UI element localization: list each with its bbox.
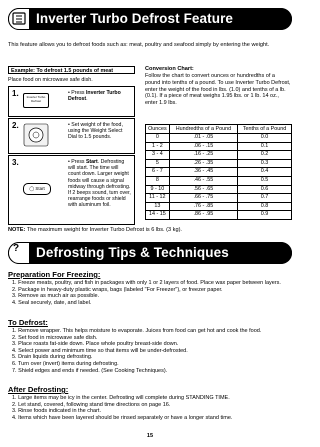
list-item: 2. Package in heavy-duty plastic wraps, bags (labeled "For Freezer"), or freezer paper. xyxy=(12,286,223,293)
table-row: 9 - 10 .56 - .65 0.6 xyxy=(146,185,292,194)
list-item: 3. Place roasts fat-side down. Place whole poultry breast-side down. xyxy=(12,341,179,348)
intro-text: This feature allows you to defrost foods such as: meat, poultry and seafood simply by entering the weight. xyxy=(8,42,270,48)
list-item: 2. Set food in microwave safe dish. xyxy=(12,334,98,341)
header-tenths: Tenths of a Pound xyxy=(238,125,292,134)
conversion-table xyxy=(145,124,292,220)
table-row: 6 - 7 .36 - .45 0.4 xyxy=(146,168,292,177)
table-row: 13 .76 - .85 0.8 xyxy=(146,202,292,211)
list-item: 3. Remove as much air as possible. xyxy=(12,293,100,300)
question-mark-icon: ? xyxy=(13,243,20,254)
table-header-row xyxy=(146,125,292,134)
step-number: 1. xyxy=(12,89,19,98)
step-1-text: • Press Inverter Turbo Defrost. xyxy=(68,90,121,103)
header-ounces: Ounces xyxy=(146,125,170,134)
max-weight-note: NOTE: The maximum weight for Inverter Turbo Defrost is 6 lbs. (3 kg). xyxy=(8,227,182,233)
page-number: 15 xyxy=(146,433,154,439)
list-item: 2. Let stand, covered, following stand time directions on page 16. xyxy=(12,401,171,408)
step-2-text: • Set weight of the food, using the Weight Select Dial to 1.5 pounds. xyxy=(68,122,123,141)
list-item: 3. Rinse foods indicated in the chart. xyxy=(12,408,101,415)
conversion-title: Conversion Chart: xyxy=(145,66,194,72)
step-2 xyxy=(8,118,135,154)
tips-title: Defrosting Tips & Techniques xyxy=(30,242,292,264)
list-item: 1. Large items may be icy in the center. Defrosting will complete during STANDING TIME. xyxy=(12,395,230,401)
list-item: 7. Shield edges and ends if needed. (See Cooking Techniques). xyxy=(12,367,168,374)
freezing-heading: Preparation For Freezing: xyxy=(8,270,101,279)
table-row: 0 .01 - .05 0.0 xyxy=(146,134,292,143)
list-item: 4. Seal securely, date, and label. xyxy=(12,299,92,306)
step-3 xyxy=(8,155,135,225)
after-heading: After Defrosting: xyxy=(8,385,69,394)
table-row: 3 - 4 .16 - .25 0.2 xyxy=(146,151,292,160)
table-row: 5 .26 - .35 0.3 xyxy=(146,159,292,168)
header-hundredths: Hundredths of a Pound xyxy=(169,125,237,134)
list-item: 5. Drain liquids during defrosting. xyxy=(12,354,93,361)
start-button[interactable]: ◯ Start xyxy=(23,183,51,195)
weight-select-dial-icon[interactable] xyxy=(23,123,49,147)
conversion-body: Follow the chart to convert ounces or hundredths of a pound into tenths of a pound. To use Inverter Turbo Defrost, enter the weight of the food in lbs. (1.0) and tenths of a lb. (0.1). If a piece of meat weighs 1.95 lbs. or 1 lb. 14 oz., enter 1.9 lbs. xyxy=(145,73,291,107)
step-3-text: • Press Start. Defrosting will start. The time will count down. Larger weight foods will cause a signal midway through defrosting. If 2 beeps sound, turn over, rearrange foods or shield with aluminum foil. xyxy=(68,159,131,209)
after-list xyxy=(8,395,292,421)
table-row: 1 - 2 .06 - .15 0.1 xyxy=(146,142,292,151)
defrost-heading: To Defrost: xyxy=(8,318,48,327)
feature-title: Inverter Turbo Defrost Feature xyxy=(30,8,292,30)
list-item: 6. Turn over (invert) items during defrosting. xyxy=(12,360,119,367)
table-row: 14 - 15 .86 - .95 0.9 xyxy=(146,211,292,220)
inverter-turbo-defrost-pad[interactable]: Inverter Turbo Defrost xyxy=(23,93,49,108)
list-item: 1. Remove wrapper. This helps moisture to evaporate. Juices from food can get hot and cook the food. xyxy=(12,328,262,334)
tips-header-band xyxy=(8,242,292,264)
example-heading: Example: To defrost 1.5 pounds of meat xyxy=(8,66,135,74)
defrost-list xyxy=(8,328,292,374)
list-item: 1. Freeze meats, poultry, and fish in packages with only 1 or 2 layers of food. Place wax paper between layers. xyxy=(12,280,281,286)
step-number: 3. xyxy=(12,158,19,167)
step-number: 2. xyxy=(12,121,19,130)
example-subheading: Place food on microwave safe dish. xyxy=(8,77,93,83)
list-item: 4. Items which have been layered should be rinsed separately or have a longer stand time. xyxy=(12,414,233,421)
microwave-icon xyxy=(12,11,26,26)
list-item: 4. Select power and minimum time so that items will be under-defrosted. xyxy=(12,347,188,354)
step-1 xyxy=(8,86,135,117)
table-row: 11 - 12 .66 - .75 0.7 xyxy=(146,194,292,203)
freezing-list xyxy=(8,280,292,306)
feature-header-band xyxy=(8,8,292,30)
table-row: 8 .46 - .55 0.5 xyxy=(146,176,292,185)
